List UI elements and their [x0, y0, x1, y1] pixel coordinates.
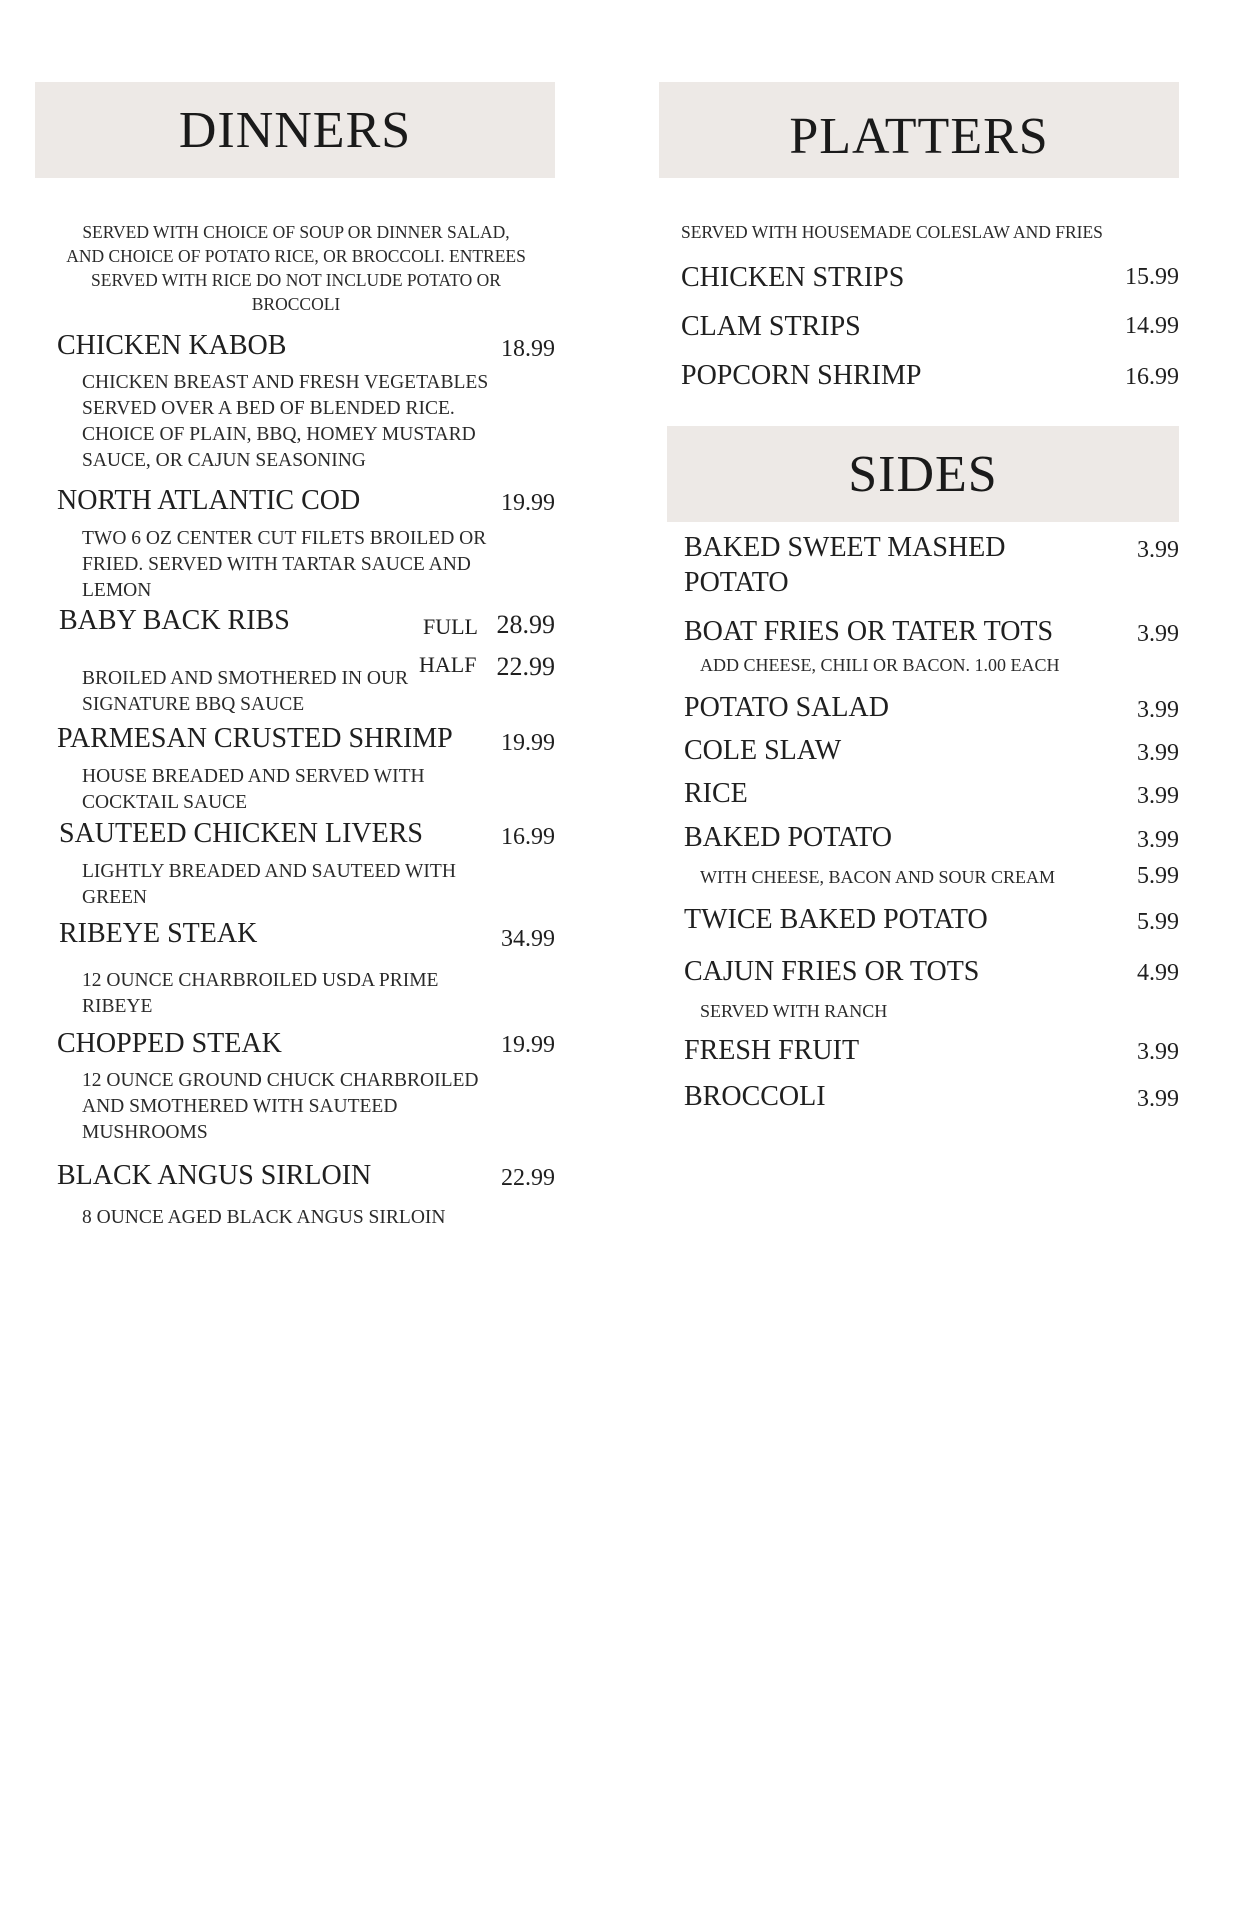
platter-item-price: 16.99: [1125, 364, 1179, 390]
platter-item-name: CLAM STRIPS: [681, 311, 861, 342]
dinners-intro: SERVED WITH CHOICE OF SOUP OR DINNER SALAD, AND CHOICE OF POTATO RICE, OR BROCCOLI. ENTREES SERVED WITH RICE DO NOT INCLUDE POTATO OR BROCCOLI: [66, 222, 526, 314]
side-item-price: 3.99: [1137, 621, 1179, 647]
side-item-name: CAJUN FRIES OR TOTS: [684, 956, 980, 987]
platter-item-name: POPCORN SHRIMP: [681, 360, 922, 391]
sides-title: SIDES: [848, 445, 998, 503]
dinner-item-desc: 12 OUNCE CHARBROILED USDA PRIME RIBEYE: [82, 970, 439, 1017]
side-item-price: 3.99: [1137, 537, 1179, 563]
dinner-item-desc: BROILED AND SMOTHERED IN OUR SIGNATURE BBQ SAUCE: [82, 668, 409, 715]
platters-header: [659, 82, 1179, 178]
side-item-name: BAKED SWEET MASHED: [684, 532, 1006, 563]
dinner-item-desc: 12 OUNCE GROUND CHUCK CHARBROILED AND SMOTHERED WITH SAUTEED MUSHROOMS: [82, 1070, 479, 1143]
platter-item-price: 15.99: [1125, 264, 1179, 290]
side-item-name: BOAT FRIES OR TATER TOTS: [684, 616, 1054, 647]
side-item-price: 3.99: [1137, 783, 1179, 809]
side-item-name: BROCCOLI: [684, 1081, 826, 1112]
side-item-note: ADD CHEESE, CHILI OR BACON. 1.00 EACH: [700, 655, 1060, 675]
dinner-item-desc: LIGHTLY BREADED AND SAUTEED WITH GREEN: [82, 861, 456, 908]
platters-intro: SERVED WITH HOUSEMADE COLESLAW AND FRIES: [681, 222, 1103, 242]
side-item-price: 3.99: [1137, 1039, 1179, 1065]
dinner-item-name: CHOPPED STEAK: [57, 1028, 282, 1059]
side-item-name: COLE SLAW: [684, 735, 842, 766]
ribs-half-price: 22.99: [496, 652, 555, 681]
platters-title: PLATTERS: [789, 107, 1049, 165]
dinner-item-price: 34.99: [501, 926, 555, 952]
platter-item-price: 14.99: [1125, 313, 1179, 339]
dinner-item-name: SAUTEED CHICKEN LIVERS: [59, 818, 423, 849]
dinner-item-desc: TWO 6 OZ CENTER CUT FILETS BROILED OR FRIED. SERVED WITH TARTAR SAUCE AND LEMON: [82, 528, 487, 601]
side-item-price: 3.99: [1137, 740, 1179, 766]
side-item-name: FRESH FRUIT: [684, 1035, 860, 1066]
dinner-item-price: 16.99: [501, 824, 555, 850]
side-item-note-price: 5.99: [1137, 863, 1179, 889]
side-item-note: SERVED WITH RANCH: [700, 1001, 888, 1021]
dinner-item-name: RIBEYE STEAK: [59, 918, 258, 949]
side-item-name: RICE: [684, 778, 748, 809]
dinner-item-name: PARMESAN CRUSTED SHRIMP: [57, 723, 453, 754]
ribs-full-label: FULL: [423, 614, 478, 639]
dinners-header: [35, 82, 555, 178]
dinner-item-price: 22.99: [501, 1165, 555, 1191]
dinner-item-price: 19.99: [501, 490, 555, 516]
ribs-full-price: 28.99: [496, 610, 555, 639]
dinner-item-desc: 8 OUNCE AGED BLACK ANGUS SIRLOIN: [82, 1207, 446, 1228]
dinner-item-price: 19.99: [501, 730, 555, 756]
dinner-item-name: BABY BACK RIBS: [59, 605, 290, 636]
side-item-name-line2: POTATO: [684, 567, 789, 598]
side-item-price: 5.99: [1137, 909, 1179, 935]
dinner-item-desc: CHICKEN BREAST AND FRESH VEGETABLES SERVED OVER A BED OF BLENDED RICE. CHOICE OF PLAIN, BBQ, HOMEY MUSTARD SAUCE, OR CAJUN SEASONING: [82, 372, 489, 471]
dinner-item-price: 19.99: [501, 1032, 555, 1058]
dinner-item-price: 18.99: [501, 336, 555, 362]
dinner-item-name: NORTH ATLANTIC COD: [57, 485, 361, 516]
platter-item-name: CHICKEN STRIPS: [681, 262, 905, 293]
dinners-title: DINNERS: [178, 101, 412, 159]
ribs-half-label: HALF: [419, 652, 477, 677]
side-item-price: 3.99: [1137, 1086, 1179, 1112]
side-item-price: 4.99: [1137, 960, 1179, 986]
dinner-item-desc: HOUSE BREADED AND SERVED WITH COCKTAIL SAUCE: [82, 766, 425, 813]
dinner-item-name: CHICKEN KABOB: [57, 330, 287, 361]
side-item-note: WITH CHEESE, BACON AND SOUR CREAM: [700, 867, 1056, 887]
sides-header: [667, 426, 1179, 522]
side-item-price: 3.99: [1137, 697, 1179, 723]
dinner-item-name: BLACK ANGUS SIRLOIN: [57, 1160, 372, 1191]
side-item-name: TWICE BAKED POTATO: [684, 904, 988, 935]
side-item-name: POTATO SALAD: [684, 692, 889, 723]
side-item-name: BAKED POTATO: [684, 822, 893, 853]
side-item-price: 3.99: [1137, 827, 1179, 853]
